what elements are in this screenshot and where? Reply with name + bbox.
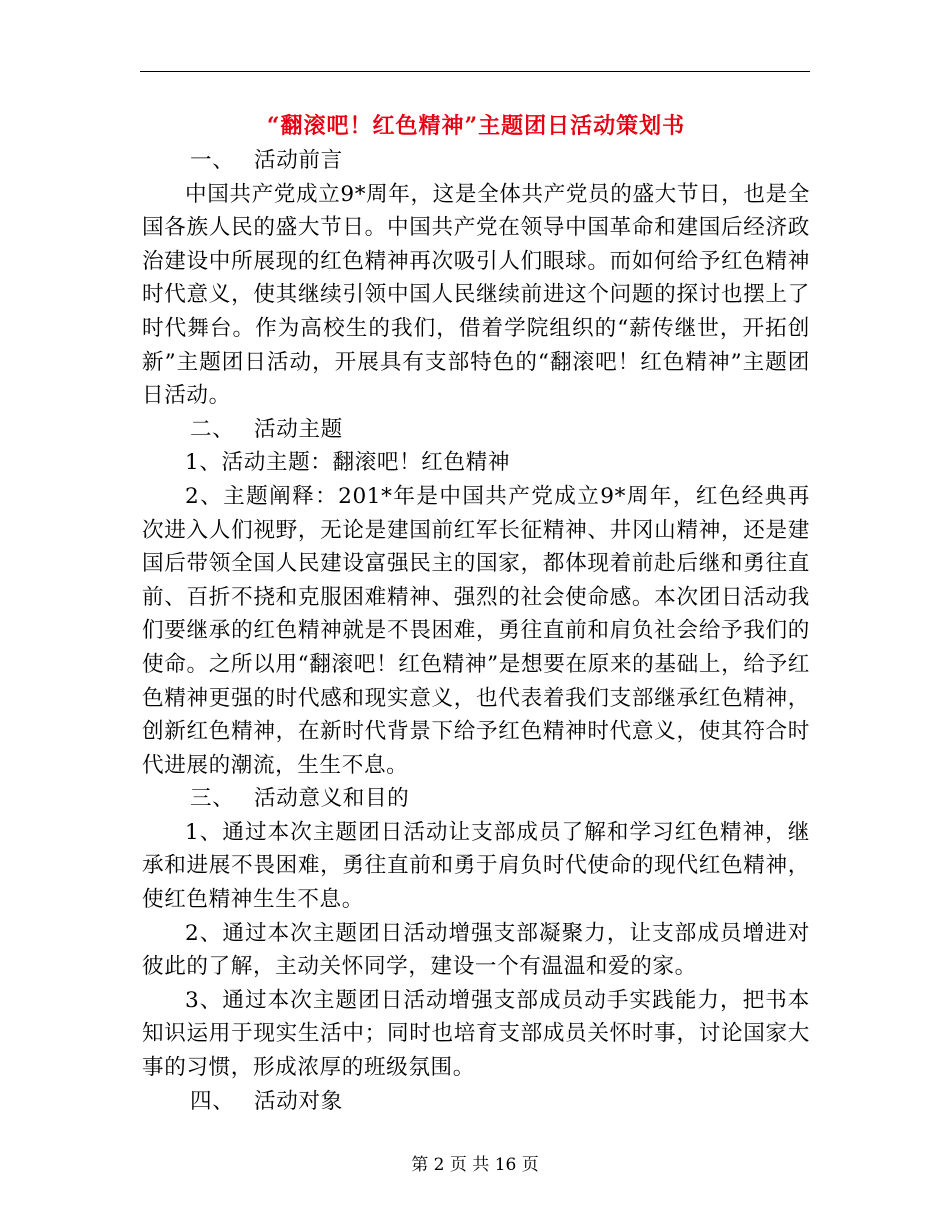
- section-number: 一、: [190, 148, 235, 173]
- paragraph-purpose-1: 1、通过本次主题团日活动让支部成员了解和学习红色精神，继承和进展不畏困难，勇往直前和勇于肩负时代使命的现代红色精神，使红色精神生生不息。: [142, 819, 810, 913]
- paragraph-theme-2: 2、主题阐释：201*年是中国共产党成立9*周年，红色经典再次进入人们视野，无论是建国前红军长征精神、井冈山精神，还是建国后带领全国人民建设富强民主的国家，都体现着前赴后继和勇往直前、百折不挠和克服困难精神、强烈的社会使命感。本次团日活动我们要继承的红色精神就是不畏困难，勇往直前和肩负社会给予我们的使命。之所以用“翻滚吧！红色精神”是想要在原来的基础上，给予红色精神更强的时代感和现实意义，也代表着我们支部继承红色精神，创新红色精神，在新时代背景下给予红色精神时代意义，使其符合时代进展的潮流，生生不息。: [142, 483, 810, 778]
- section-label: 活动前言: [254, 148, 343, 173]
- section-number: 二、: [190, 416, 235, 442]
- document-body: [142, 106, 810, 1118]
- paragraph-purpose-2: 2、通过本次主题团日活动增强支部凝聚力，让支部成员增进对彼此的了解，主动关怀同学，建设一个有温温和爱的家。: [142, 920, 810, 980]
- section-label: 活动主题: [254, 416, 343, 442]
- section-label: 活动对象: [254, 1088, 343, 1114]
- paragraph-purpose-3: 3、通过本次主题团日活动增强支部成员动手实践能力，把书本知识运用于现实生活中；同时也培育支部成员关怀时事，讨论国家大事的习惯，形成浓厚的班级氛围。: [142, 987, 810, 1081]
- document-title: “翻滚吧！红色精神”主题团日活动策划书: [266, 113, 686, 139]
- paragraph-theme-1: 1、活动主题：翻滚吧！红色精神: [185, 450, 511, 476]
- section-heading-1: [142, 144, 810, 178]
- section-number: 三、: [190, 786, 235, 812]
- section-number: 四、: [190, 1088, 235, 1114]
- section-heading-4: [142, 1085, 810, 1119]
- section-heading-3: [142, 782, 810, 816]
- page-footer: 第 2 页 共 16 页: [411, 1155, 539, 1175]
- section-heading-2: [142, 413, 810, 447]
- section-label: 活动意义和目的: [254, 786, 410, 812]
- paragraph-preface: 中国共产党成立9*周年，这是全体共产党员的盛大节日，也是全国各族人民的盛大节日。中国共产党在领导中国革命和建国后经济政治建设中所展现的红色精神再次吸引人们眼球。而如何给予红色精神时代意义，使其继续引领中国人民继续前进这个问题的探讨也摆上了时代舞台。作为高校生的我们，借着学院组织的“薪传继世，开拓创新”主题团日活动，开展具有支部特色的“翻滚吧！红色精神”主题团日活动。: [142, 181, 810, 409]
- header-rule: [140, 71, 810, 72]
